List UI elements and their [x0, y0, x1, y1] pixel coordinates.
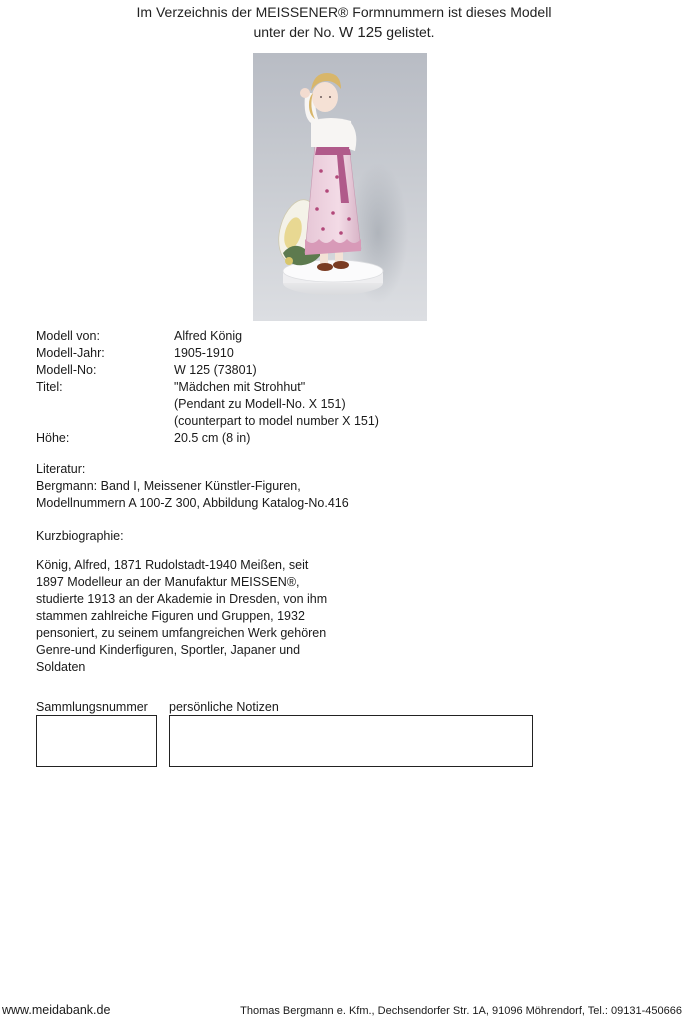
spec-row	[36, 328, 379, 345]
spec-value-line: Alfred König	[174, 329, 243, 343]
spec-value-line: (counterpart to model number X 151)	[174, 414, 379, 428]
spec-key: Modell von:	[36, 329, 100, 343]
biography-line: stammen zahlreiche Figuren und Gruppen, 1932	[36, 609, 305, 623]
spec-row	[36, 345, 379, 362]
spec-row	[36, 362, 379, 379]
biography-line: 1897 Modelleur an der Manufaktur MEISSEN®,	[36, 575, 300, 589]
biography-line: Soldaten	[36, 660, 86, 674]
spec-value	[174, 362, 257, 379]
literature-line-1: Bergmann: Band I, Meissener Künstler-Figuren,	[36, 479, 301, 493]
spec-value	[174, 430, 250, 447]
footer-address: Thomas Bergmann e. Kfm., Dechsendorfer Str. 1A, 91096 Möhrendorf, Tel.: 09131-450666	[240, 1005, 682, 1017]
literature-text	[36, 478, 496, 512]
spec-value-line: (Pendant zu Modell-No. X 151)	[174, 397, 346, 411]
spec-row	[36, 379, 379, 430]
literature-line-2: Modellnummern A 100-Z 300, Abbildung Katalog-No.416	[36, 496, 349, 510]
header-line-1: Im Verzeichnis der MEISSENER® Formnummern ist dieses Modell	[136, 4, 552, 20]
spec-value-line: W 125 (73801)	[174, 363, 257, 377]
footer-website[interactable]: www.meidabank.de	[2, 1003, 111, 1017]
biography-text	[36, 557, 496, 676]
spec-value	[174, 328, 242, 345]
header-line-2	[0, 22, 688, 43]
biography-line: studierte 1913 an der Akademie in Dresden, von ihm	[36, 592, 328, 606]
literature-title: Literatur:	[36, 462, 86, 476]
biography-line: pensoniert, zu seinem umfangreichen Werk gehören	[36, 626, 327, 640]
biography-title: Kurzbiographie:	[36, 529, 124, 543]
spec-value	[174, 379, 379, 430]
biography-line: König, Alfred, 1871 Rudolstadt-1940 Meißen, seit	[36, 558, 309, 572]
header-prefix: unter der No.	[253, 24, 336, 40]
personal-notes-label: persönliche Notizen	[169, 700, 279, 714]
figurine-illustration	[253, 53, 427, 321]
personal-notes-field[interactable]	[169, 715, 533, 767]
spec-key: Modell-No:	[36, 363, 97, 377]
collection-number-label: Sammlungsnummer	[36, 700, 148, 714]
spec-key: Höhe:	[36, 431, 70, 445]
header-suffix: gelistet.	[386, 24, 435, 40]
collection-number-field[interactable]	[36, 715, 157, 767]
page-header	[0, 2, 688, 43]
spec-key: Titel:	[36, 380, 63, 394]
spec-value-line: "Mädchen mit Strohhut"	[174, 380, 306, 394]
spec-value-line: 1905-1910	[174, 346, 234, 360]
spec-value-line: 20.5 cm (8 in)	[174, 431, 251, 445]
figurine-photo	[253, 53, 427, 321]
spec-table	[36, 328, 379, 447]
spec-row	[36, 430, 379, 447]
spec-value	[174, 345, 234, 362]
header-model-number: W 125	[339, 24, 383, 41]
biography-line: Genre-und Kinderfiguren, Sportler, Japaner und	[36, 643, 301, 657]
spec-key: Modell-Jahr:	[36, 346, 105, 360]
